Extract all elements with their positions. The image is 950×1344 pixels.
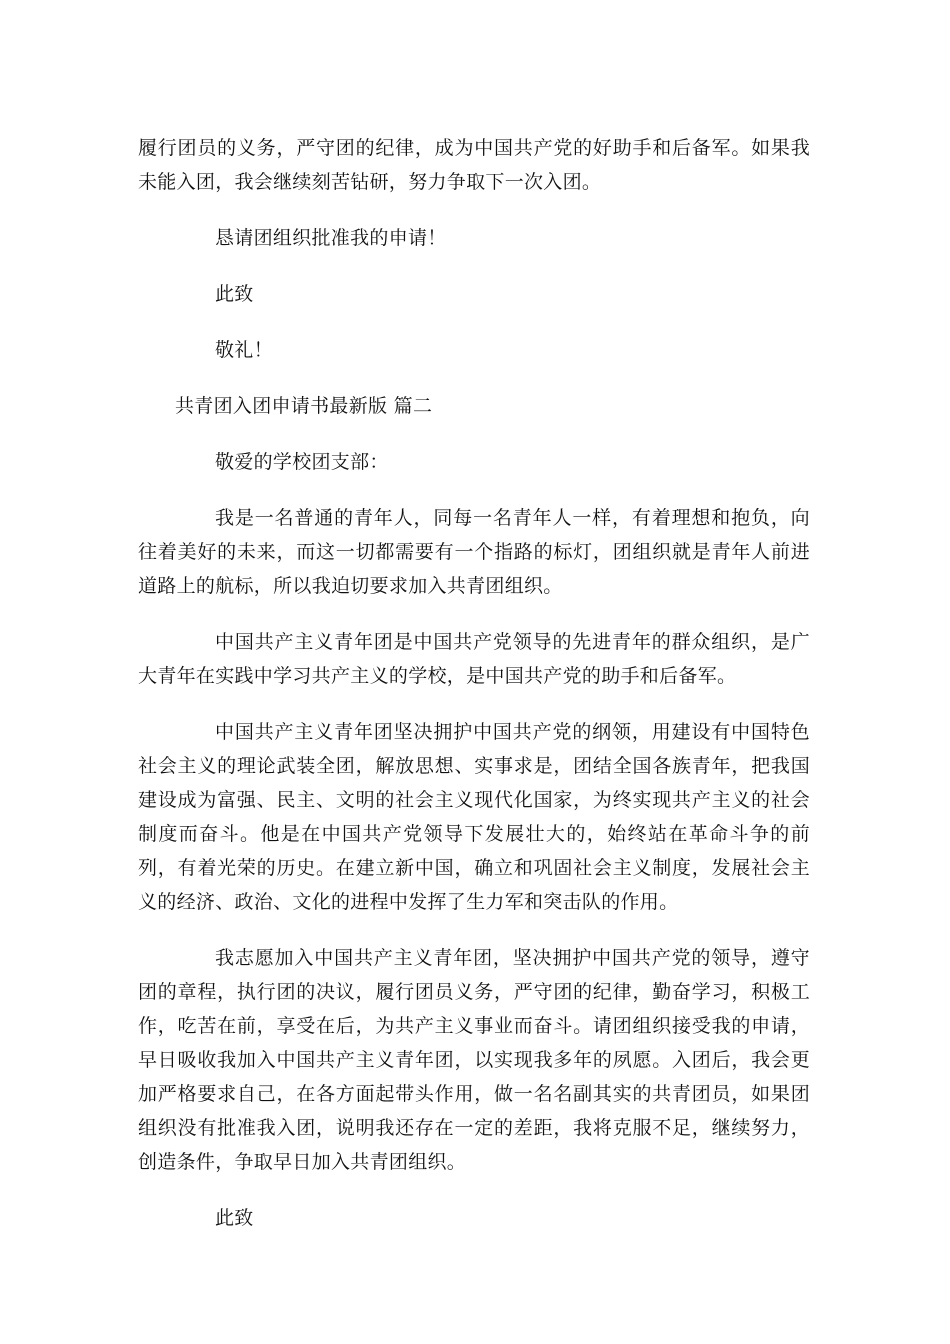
paragraph-league-history: 中国共产主义青年团坚决拥护中国共产党的纲领，用建设有中国特色社会主义的理论武装全团，解放思想、实事求是，团结全国各族青年，把我国建设成为富强、民主、文明的社会主义现代化国家，为终实现共产主义的社会制度而奋斗。他是在中国共产党领导下发展壮大的，始终站在革命斗争的前列，有着光荣的历史。在建立新中国，确立和巩固社会主义制度，发展社会主义的经济、政治、文化的进程中发挥了生力军和突击队的作用。	[138, 721, 810, 913]
paragraph-intro: 我是一名普通的青年人，同每一名青年人一样，有着理想和抱负，向往着美好的未来，而这一切都需要有一个指路的标灯，团组织就是青年人前进道路上的航标，所以我迫切要求加入共青团组织。	[138, 507, 810, 597]
paragraph-respect: 敬礼！	[215, 339, 273, 361]
paragraph-closing-salutation-2: 此致	[215, 1207, 254, 1229]
paragraph-addressee: 敬爱的学校团支部：	[215, 451, 389, 473]
paragraph-league-definition: 中国共产主义青年团是中国共产党领导的先进青年的群众组织，是广大青年在实践中学习共产主义的学校，是中国共产党的助手和后备军。	[138, 631, 810, 687]
paragraph-continued-obligations: 履行团员的义务，严守团的纪律，成为中国共产党的好助手和后备军。如果我未能入团，我会继续刻苦钻研，努力争取下一次入团。	[138, 137, 810, 193]
paragraph-closing-salutation: 此致	[215, 283, 254, 305]
section-title: 共青团入团申请书最新版 篇二	[175, 395, 433, 417]
paragraph-commitment: 我志愿加入中国共产主义青年团，坚决拥护中国共产党的领导，遵守团的章程，执行团的决议，履行团员义务，严守团的纪律，勤奋学习，积极工作，吃苦在前，享受在后，为共产主义事业而奋斗。请团组织接受我的申请，早日吸收我加入中国共产主义青年团，以实现我多年的夙愿。入团后，我会更加严格要求自己，在各方面起带头作用，做一名名副其实的共青团员，如果团组织没有批准我入团，说明我还存在一定的差距，我将克服不足，继续努力，创造条件，争取早日加入共青团组织。	[138, 947, 810, 1173]
paragraph-request-approval: 恳请团组织批准我的申请！	[215, 227, 447, 249]
